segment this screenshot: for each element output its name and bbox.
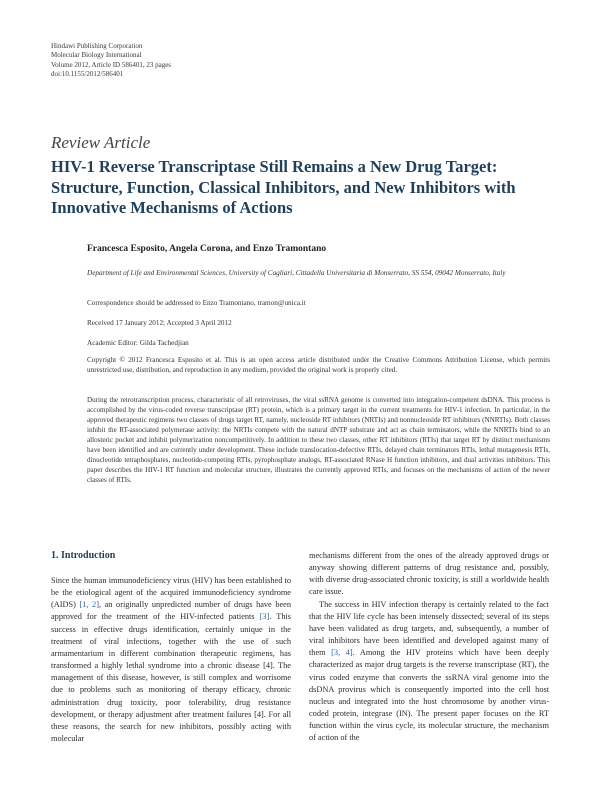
body-column-left (51, 575, 291, 745)
section-heading: 1. Introduction (51, 550, 116, 561)
publisher: Hindawi Publishing Corporation (51, 42, 143, 50)
citation-link[interactable]: [3] (259, 612, 270, 622)
paragraph: mechanisms different from the ones of the already approved drugs or anyway showing different patterns of drug resistance and, possibly, with diverse drug-associated chronic toxicity, is still a worldwide health care issue. (309, 551, 549, 597)
journal-name: Molecular Biology International (51, 51, 142, 60)
copyright-notice: Copyright © 2012 Francesca Esposito et al. This is an open access article distributed under the Creative Commons Attribution License, which permits unrestricted use, distribution, and reproduction in any medium, provided the original work is properly cited. (87, 356, 550, 374)
article-type: Review Article (51, 133, 151, 152)
affiliation: Department of Life and Environmental Sciences, University of Cagliari, Cittadella Universitaria di Monserrato, SS 554, 09042 Monserrato, Italy (87, 269, 506, 277)
paragraph: The success in HIV infection therapy is certainly related to the fact that the HIV life cycle has been intensely dissected; several of its steps have been validated as drug targets, and, subsequently, a number of viral inhibitors have been identified and developed against many of them [3, 4]. Among the HIV proteins which have been deeply characterized as major drug targets is the reverse transcriptase (RT), the virus coded enzyme that converts the ssRNA viral genome into the dsDNA provirus which is consequently imported into the cell host nucleus and integrated into the host chromosome by another virus-coded protein, integrase (IN). The present paper focuses on the RT function within the virus cycle, its molecular structure, the mechanism of action of the (309, 599, 549, 743)
body-column-right (309, 550, 549, 745)
citation-link[interactable]: [3, 4] (331, 648, 353, 658)
correspondence: Correspondence should be addressed to Enzo Tramontano, tramon@unica.it (87, 299, 306, 307)
paper-title: HIV-1 Reverse Transcriptase Still Remains a New Drug Target: Structure, Function, Classical Inhibitors, and New Inhibitors with Innovative Mechanisms of Actions (51, 157, 516, 217)
academic-editor: Academic Editor: Gilda Tachedjian (87, 339, 189, 347)
dates: Received 17 January 2012; Accepted 3 April 2012 (87, 319, 232, 327)
paragraph: Since the human immunodeficiency virus (HIV) has been established to be the etiological agent of the acquired immunodeficiency syndrome (AIDS) [1, 2], an originally unpredicted number of drugs have been approved for the treatment of the HIV-infected patients [3]. This success in effective drugs identification, certainly unique in the treatment of viral infections, together with the use of such armamentarium in different combination therapeutic regimens, has transformed a highly lethal syndrome into a chronic disease [4]. The management of this disease, however, is still complex and worrisome due to problems such as monitoring of therapy efficacy, chronic administration drug toxicity, poor tolerability, drug resistance development, or therapy adjustment after treatment failures [4]. For all these reasons, the search for new inhibitors, possibly acting with molecular (51, 576, 292, 744)
doi[interactable]: doi:10.1155/2012/586401 (51, 70, 124, 79)
journal-header (51, 42, 171, 80)
citation-link[interactable]: [1, 2] (79, 600, 99, 610)
abstract: During the retrotranscription process, characteristic of all retroviruses, the viral ssRNA genome is converted into integration-competent dsDNA. This process is accomplished by the virus-coded reverse transcriptase (RT) protein, which is a primary target in the current treatments for HIV-1 infection. In particular, in the approved therapeutic regimens two classes of drugs target RT, namely, nucleoside RT inhibitors (NRTIs) and nonnucleoside RT inhibitors (NNRTIs). Both classes inhibit the RT-associated polymerase activity: the NRTIs compete with the natural dNTP substrate and act as chain terminators, while the NNRTIs bind to an allosteric pocket and inhibit polymerization noncompetitively. In addition to these two classes, other RT inhibitors (RTIs) that target RT by distinct mechanisms have been identified and are currently under development. These include translocation-defective RTIs, delayed chain terminators RTIs, lethal mutagenesis RTIs, dinucleotide tetraphosphates, nucleotide-competing RTIs, pyrophosphate analogs, RT-associated RNase H function inhibitors, and dual activities inhibitors. This paper describes the HIV-1 RT function and molecular structure, illustrates the currently approved RTIs, and focuses on the mechanisms of action of the newer classes of RTIs. (87, 396, 550, 485)
authors: Francesca Esposito, Angela Corona, and Enzo Tramontano (87, 244, 327, 254)
volume-info: Volume 2012, Article ID 586401, 23 pages (51, 60, 172, 69)
